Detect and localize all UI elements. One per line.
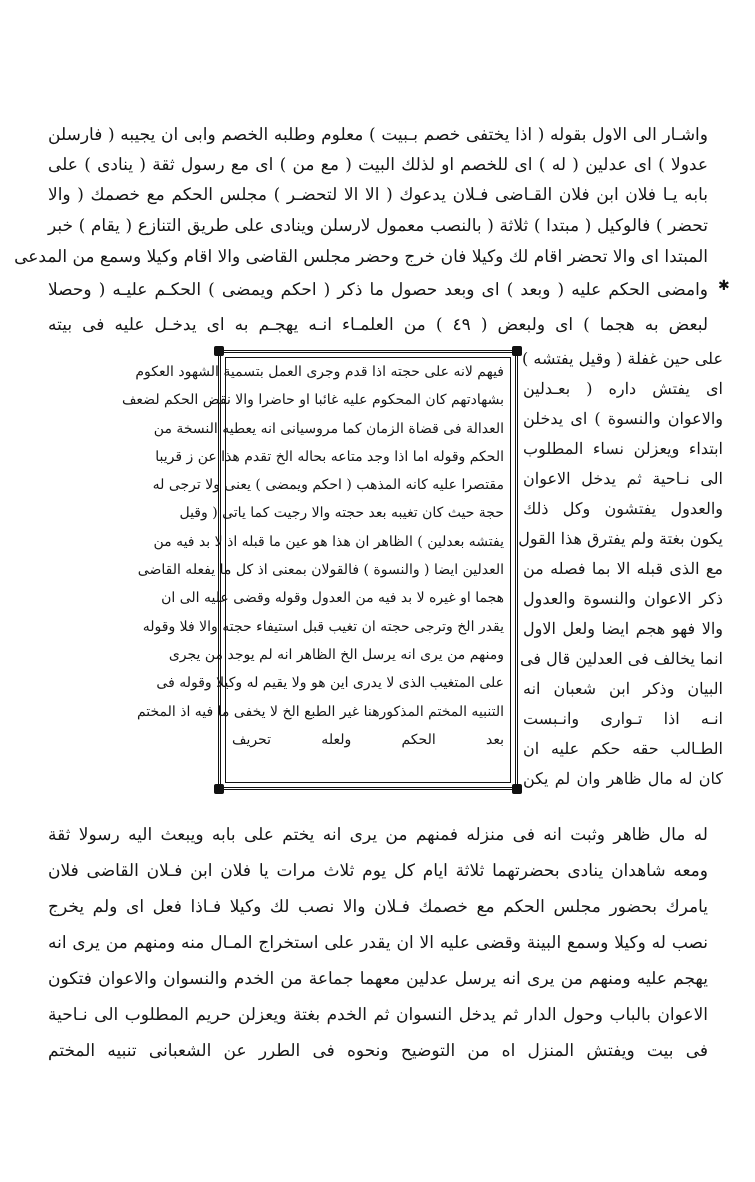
box-line-14: بعد الحكم ولعله تحريف [232, 731, 504, 748]
bottom-line-4: نصب له وكيلا وسمع البينة وقضى عليه الا ان يقدر على استخراج المـال منه ومنهم من يرى انه [48, 933, 708, 953]
margin-marker: ✱ [718, 278, 730, 294]
box-line-8: العدلين ايضا ( والنسوة ) فالقولان بمعنى اذ كل ما يفعله القاضى [137, 562, 504, 579]
side-line-7: يكون بغتة ولم يفترق هذا القول [518, 529, 723, 548]
side-line-8: مع الذى قبله الا بما فصله من [523, 559, 723, 578]
bottom-line-2: ومعه شاهدان ينادى بحضرتهما ثلاثة ايام كل يوم ثلاث مرات يا فلان ابن فـلان القاضى فلان [48, 861, 708, 881]
bottom-line-7: فى بيت ويفتش المنزل اه من التوضيح ونحوه فى الطرر عن الشعبانى تنبيه المختم [48, 1041, 708, 1061]
commentary-box [121, 358, 512, 782]
side-line-11: انما يخالف فى العدلين قال فى [520, 649, 723, 668]
box-line-12: على المتغيب الذى لا يدرى اين هو ولا يقيم له وكيلا وقوله فى [156, 675, 504, 692]
side-line-3: والاعوان والنسوة ) اى يدخلن [523, 409, 723, 428]
box-line-11: ومنهم من يرى انه يرسل الخ الظاهر انه لم يوجد من يجرى [168, 646, 504, 663]
box-line-3: العدالة فى قضاة الزمان كما مروسيانى انه يعطيه النسخة من [153, 420, 504, 437]
box-line-6: حجة حيث كان تغيبه بعد حجته والا رجيت كما ياتى ( وقيل [179, 505, 504, 522]
top-line-3: بابه يـا فلان ابن فلان القـاضى فـلان يدعوك ( الا الا لتحضـر ) مجلس الحكم مع خصمك ( والا [48, 185, 708, 205]
side-line-14: الطـالب حقه حكم عليه ان [523, 739, 723, 758]
side-line-13: انـه اذا تـوارى وانـبست [523, 709, 723, 728]
box-line-9: هجما او غيره لا بد فيه من العدول وقوله وقضى عليه الى ان [161, 590, 504, 607]
top-line-6: وامضى الحكم عليه ( وبعد ) اى وبعد حصول ما ذكر ( احكم ويمضى ) الحكـم عليـه ( وحصلا [48, 280, 708, 300]
side-line-9: ذكر الاعوان والنسوة والعدول [523, 589, 723, 608]
box-line-7: يفتشه بعدلين ) الظاهر ان هذا هو عين ما قبله اذ لا بد فيه من [153, 533, 504, 550]
bottom-line-3: يامرك بحضور مجلس الحكم مع خصمك فـلان والا نصب لك وكيلا فـاذا فعل اى ولم يخرج [48, 897, 708, 917]
box-line-5: مقتصرا عليه كانه المذهب ( احكم ويمضى ) يعنى ولا ترجى له [152, 477, 504, 494]
top-line-5: المبتدا اى والا تحضر اقام لك وكيلا فان خرج وحضر مجلس القاضى والا اقام وكيلا وسمع من المدعى [14, 247, 708, 267]
side-line-10: والا فهو هجم ايضا ولعل الاول [523, 619, 723, 638]
side-line-1: على حين غفلة ( وقيل يفتشه ) [522, 349, 723, 368]
bottom-line-1: له مال ظاهر وثبت انه فى منزله فمنهم من يرى انه يختم على بابه ويبعث اليه رسولا ثقة [48, 825, 708, 845]
box-line-1: فيهم لانه على حجته اذا قدم وجرى العمل بتسمية الشهود العكوم [135, 364, 504, 380]
top-line-4: تحضر ) فالوكيل ( مبتدا ) ثلاثة ( بالنصب معمول لارسلن وينادى على طريق التنازع ( يقام ) خبر [48, 216, 708, 236]
top-line-1: واشـار الى الاول بقوله ( اذا يختفى خصم بـبيت ) معلوم وطلبه الخصم وابى ان يجيبه ( فارسلن [48, 125, 708, 145]
box-line-10: يقدر الخ وترجى حجته ان تغيب قبل استيفاء حجته والا فلا وقوله [142, 618, 504, 635]
box-line-4: الحكم وقوله اما اذا وجد متاعه بحاله الخ تقدم هذا عن ز قريبا [155, 448, 504, 465]
side-line-4: ابتداء ويعزلن نساء المطلوب [523, 439, 723, 458]
top-line-7: لبعض به هجما ) اى ولبعض ( ٤٩ ) من العلمـاء انـه يهجـم به اى يدخـل عليه فى بيته [48, 315, 709, 335]
side-line-2: اى يفتش داره ( بعـدلين [523, 379, 723, 398]
side-line-5: الى نـاحية ثم يدخل الاعوان [523, 469, 723, 488]
top-line-2: عدولا ) اى عدلين ( له ) اى للخصم او لذلك البيت ( مع من ) اى مع رسول ثقة ( ينادى ) على [48, 155, 708, 175]
side-column [518, 345, 723, 795]
side-line-12: البيان وذكر ابن شعبان انه [523, 679, 723, 698]
side-line-6: والعدول يفتشون وكل ذلك [523, 499, 723, 518]
bottom-line-6: الاعوان بالباب وحول الدار ثم يدخل النسوان ثم الخدم بغتة ويعزلن حريم المطلوب الى نـاحية [48, 1005, 708, 1025]
box-line-2: بشهادتهم كان المحكوم عليه غائبا او حاضرا والا نقض الحكم لضعف [121, 392, 504, 409]
bottom-line-5: يهجم عليه ومنهم من يرى انه يرسل عدلين معهما جماعة من الخدم والنسوان والاعوان فتكون [48, 969, 708, 989]
side-line-15: كان له مال ظاهر وان لم يكن [523, 769, 723, 788]
box-line-13: التنبيه المختم المذكورهنا غير الطبع الخ لا يخفى ما فيه اذ المختم [136, 703, 504, 720]
